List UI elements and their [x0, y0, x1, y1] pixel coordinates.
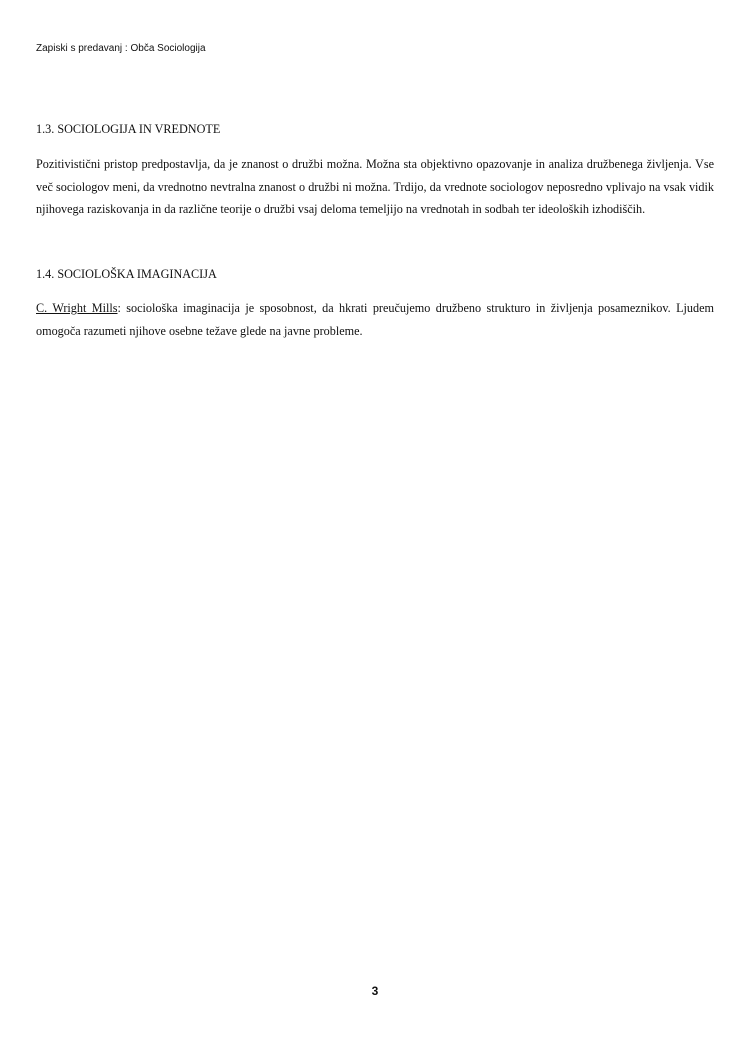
section-paragraph: [36, 297, 714, 342]
running-header: Zapiski s predavanj : Obča Sociologija: [36, 43, 206, 54]
section-values: [36, 121, 714, 221]
author-name: C. Wright Mills: [36, 301, 118, 315]
section-paragraph: Pozitivistični pristop predpostavlja, da je znanost o družbi možna. Možna sta objektivno opazovanje in analiza družbenega življenja. Vse več sociologov meni, da vrednotno nevtralna znanost o družbi ni možna. Trdijo, da vrednote sociologov neposredno vplivajo na vsak vidik njihovega raziskovanja in da različne teorije o družbi vsaj deloma temeljijo na vrednotah in sodbah ter ideoloških izhodiščih.: [36, 157, 714, 217]
section-sociological-imagination: [36, 266, 714, 342]
section-heading: 1.4. SOCIOLOŠKA IMAGINACIJA: [36, 267, 217, 281]
paragraph-text: : sociološka imaginacija je sposobnost, da hkrati preučujemo družbeno strukturo in življenja posameznikov. Ljudem omogoča razumeti njihove osebne težave glede na javne probleme.: [36, 301, 714, 338]
page-number: 3: [371, 984, 379, 998]
section-heading: 1.3. SOCIOLOGIJA IN VREDNOTE: [36, 122, 221, 136]
